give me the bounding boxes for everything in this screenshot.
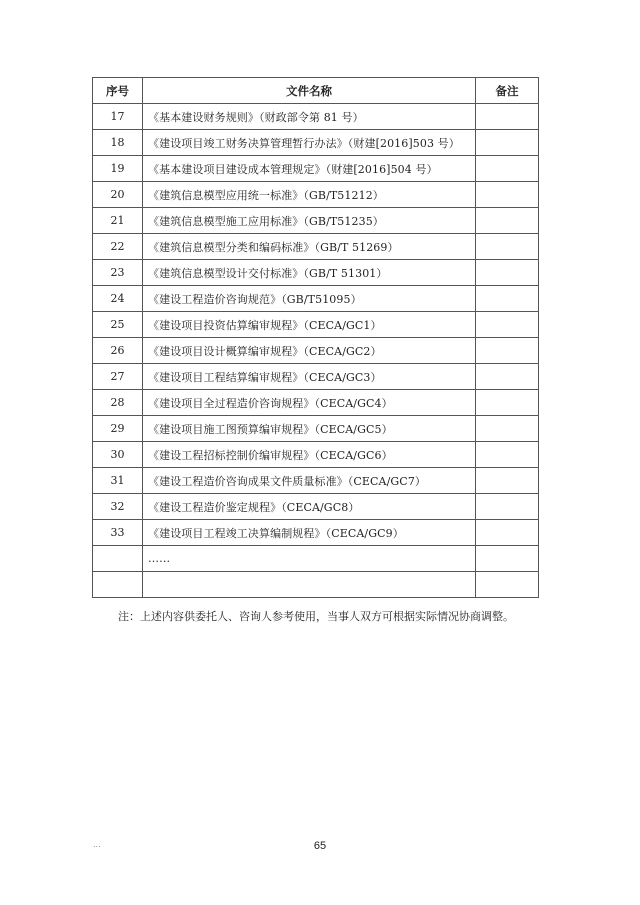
- row-remark: [476, 546, 539, 572]
- table-row: [93, 520, 539, 546]
- row-remark: [476, 520, 539, 546]
- table-row: [93, 416, 539, 442]
- row-document-name: 《建筑信息模型施工应用标准》（GB/T51235）: [143, 208, 476, 234]
- row-document-name: 《建设项目竣工财务决算管理暂行办法》（财建[2016]503 号）: [143, 130, 476, 156]
- header-remark: 备注: [476, 78, 539, 104]
- table-row: [93, 546, 539, 572]
- row-document-name: 《建设项目设计概算编审规程》（CECA/GC2）: [143, 338, 476, 364]
- page-number: 65: [313, 840, 327, 852]
- table-row: [93, 182, 539, 208]
- row-serial-number: [93, 572, 143, 598]
- row-serial-number: 27: [93, 364, 143, 390]
- table-note: 注：上述内容供委托人、咨询人参考使用，当事人双方可根据实际情况协商调整。: [118, 610, 514, 623]
- row-document-name: 《建设项目施工图预算编审规程》（CECA/GC5）: [143, 416, 476, 442]
- row-document-name: 《基本建设项目建设成本管理规定》（财建[2016]504 号）: [143, 156, 476, 182]
- row-remark: [476, 442, 539, 468]
- table-row: [93, 494, 539, 520]
- row-serial-number: 33: [93, 520, 143, 546]
- row-remark: [476, 182, 539, 208]
- row-document-name: 《建筑信息模型分类和编码标准》（GB/T 51269）: [143, 234, 476, 260]
- row-document-name: 《建设项目工程结算编审规程》（CECA/GC3）: [143, 364, 476, 390]
- row-document-name: 《建筑信息模型设计交付标准》（GB/T 51301）: [143, 260, 476, 286]
- footer-corner-mark: ...: [93, 840, 101, 849]
- row-remark: [476, 364, 539, 390]
- row-document-name: 《基本建设财务规则》（财政部令第 81 号）: [143, 104, 476, 130]
- row-serial-number: 31: [93, 468, 143, 494]
- row-serial-number: [93, 546, 143, 572]
- row-document-name: 《建设工程招标控制价编审规程》（CECA/GC6）: [143, 442, 476, 468]
- header-document-name: 文件名称: [143, 78, 476, 104]
- row-document-name: 《建筑信息模型应用统一标准》（GB/T51212）: [143, 182, 476, 208]
- row-remark: [476, 260, 539, 286]
- row-remark: [476, 390, 539, 416]
- table-row: [93, 156, 539, 182]
- row-remark: [476, 416, 539, 442]
- row-remark: [476, 156, 539, 182]
- header-serial-number: 序号: [93, 78, 143, 104]
- table-row: [93, 364, 539, 390]
- row-serial-number: 21: [93, 208, 143, 234]
- table-row: [93, 338, 539, 364]
- row-serial-number: 17: [93, 104, 143, 130]
- row-document-name: ……: [143, 546, 476, 572]
- table-row: [93, 260, 539, 286]
- row-document-name: 《建设项目工程竣工决算编制规程》（CECA/GC9）: [143, 520, 476, 546]
- row-document-name: 《建设项目投资估算编审规程》（CECA/GC1）: [143, 312, 476, 338]
- row-remark: [476, 130, 539, 156]
- row-serial-number: 20: [93, 182, 143, 208]
- row-serial-number: 19: [93, 156, 143, 182]
- table-row: [93, 104, 539, 130]
- table-row: [93, 208, 539, 234]
- table-row: [93, 468, 539, 494]
- row-serial-number: 24: [93, 286, 143, 312]
- row-serial-number: 22: [93, 234, 143, 260]
- row-document-name: 《建设项目全过程造价咨询规程》（CECA/GC4）: [143, 390, 476, 416]
- row-remark: [476, 234, 539, 260]
- row-remark: [476, 312, 539, 338]
- row-remark: [476, 286, 539, 312]
- table-row: [93, 390, 539, 416]
- table-row: [93, 442, 539, 468]
- row-document-name: [143, 572, 476, 598]
- table-row: [93, 130, 539, 156]
- row-remark: [476, 104, 539, 130]
- table-row: [93, 572, 539, 598]
- row-serial-number: 23: [93, 260, 143, 286]
- row-serial-number: 30: [93, 442, 143, 468]
- row-document-name: 《建设工程造价咨询成果文件质量标准》（CECA/GC7）: [143, 468, 476, 494]
- table-row: [93, 286, 539, 312]
- standards-table: [92, 77, 539, 598]
- table-row: [93, 234, 539, 260]
- row-remark: [476, 468, 539, 494]
- row-remark: [476, 338, 539, 364]
- row-serial-number: 32: [93, 494, 143, 520]
- row-serial-number: 26: [93, 338, 143, 364]
- table-header-row: [93, 78, 539, 104]
- row-serial-number: 29: [93, 416, 143, 442]
- row-serial-number: 18: [93, 130, 143, 156]
- row-serial-number: 25: [93, 312, 143, 338]
- row-document-name: 《建设工程造价咨询规范》（GB/T51095）: [143, 286, 476, 312]
- row-remark: [476, 494, 539, 520]
- row-document-name: 《建设工程造价鉴定规程》（CECA/GC8）: [143, 494, 476, 520]
- row-serial-number: 28: [93, 390, 143, 416]
- table-row: [93, 312, 539, 338]
- row-remark: [476, 572, 539, 598]
- row-remark: [476, 208, 539, 234]
